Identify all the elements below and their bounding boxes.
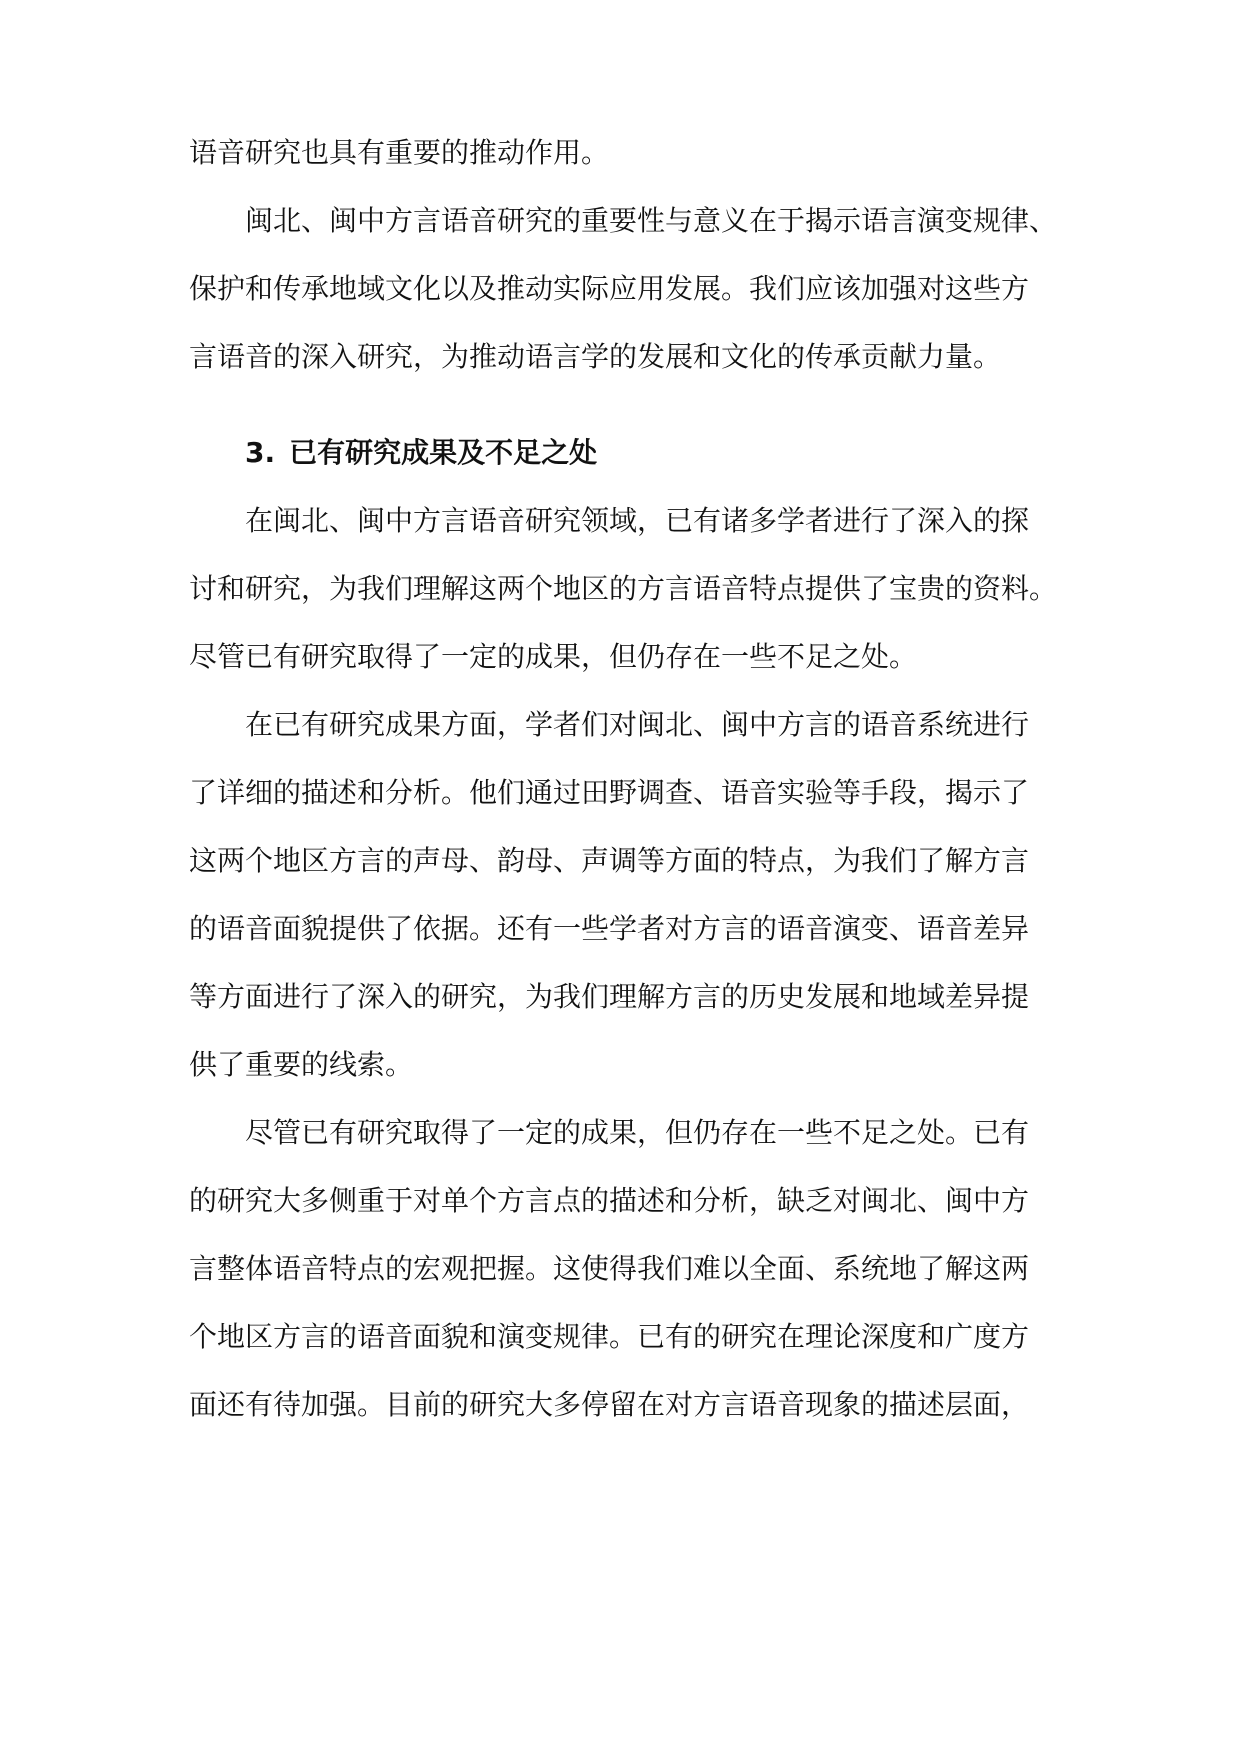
- text-line: 这两个地区方言的声母、韵母、声调等方面的特点，为我们了解方言: [189, 844, 1030, 877]
- text-line: 了详细的描述和分析。他们通过田野调查、语音实验等手段，揭示了: [189, 776, 1030, 809]
- text-line: 面还有待加强。目前的研究大多停留在对方言语音现象的描述层面，: [189, 1388, 1030, 1421]
- section-heading: [245, 433, 597, 473]
- section-title: 已有研究成果及不足之处: [289, 436, 598, 469]
- text-line: 尽管已有研究取得了一定的成果，但仍存在一些不足之处。: [189, 640, 918, 673]
- text-line: 闽北、闽中方言语音研究的重要性与意义在于揭示语言演变规律、: [245, 204, 1058, 237]
- text-line: 讨和研究，为我们理解这两个地区的方言语音特点提供了宝贵的资料。: [189, 572, 1058, 605]
- text-line: 个地区方言的语音面貌和演变规律。已有的研究在理论深度和广度方: [189, 1320, 1030, 1353]
- text-line: 的研究大多侧重于对单个方言点的描述和分析，缺乏对闽北、闽中方: [189, 1184, 1030, 1217]
- text-line: 保护和传承地域文化以及推动实际应用发展。我们应该加强对这些方: [189, 272, 1030, 305]
- text-line: 言整体语音特点的宏观把握。这使得我们难以全面、系统地了解这两: [189, 1252, 1030, 1285]
- text-line: 在已有研究成果方面，学者们对闽北、闽中方言的语音系统进行: [245, 708, 1030, 741]
- text-line: 尽管已有研究取得了一定的成果，但仍存在一些不足之处。已有: [245, 1116, 1030, 1149]
- text-line: 的语音面貌提供了依据。还有一些学者对方言的语音演变、语音差异: [189, 912, 1030, 945]
- text-line: 供了重要的线索。: [189, 1048, 414, 1081]
- text-line: 言语音的深入研究，为推动语言学的发展和文化的传承贡献力量。: [189, 340, 1002, 373]
- section-number: 3.: [245, 436, 276, 469]
- text-line: 语音研究也具有重要的推动作用。: [189, 136, 610, 169]
- text-line: 在闽北、闽中方言语音研究领域，已有诸多学者进行了深入的探: [245, 504, 1030, 537]
- text-line: 等方面进行了深入的研究，为我们理解方言的历史发展和地域差异提: [189, 980, 1030, 1013]
